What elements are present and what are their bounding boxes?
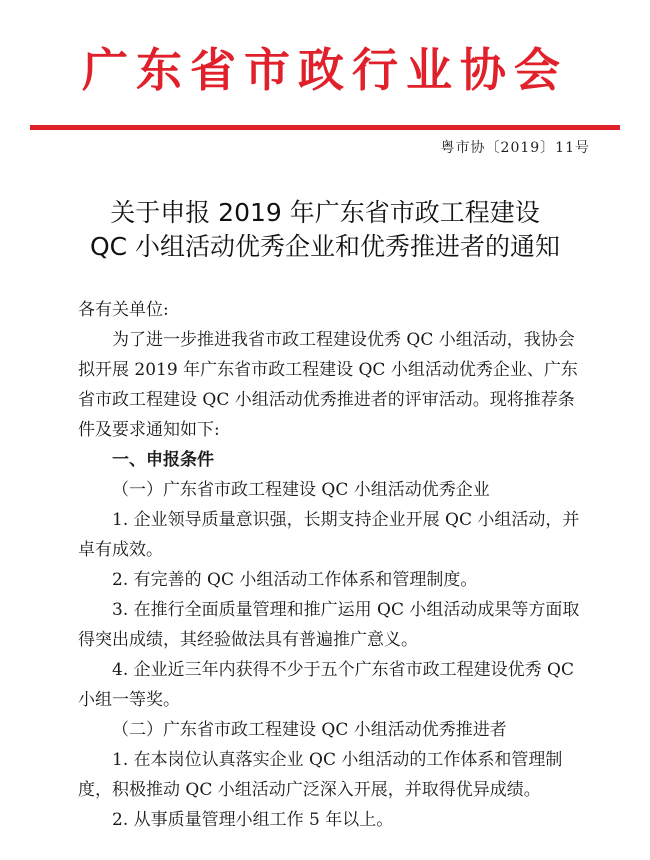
subsection-heading-2: （二）广东省市政工程建设 QC 小组活动优秀推进者 [112,720,507,740]
criteria-item: 1. 企业领导质量意识强，长期支持企业开展 QC 小组活动，并卓有成效。 [78,510,580,560]
document-body [78,295,584,835]
criteria-item: 4. 企业近三年内获得不少于五个广东省市政工程建设优秀 QC 小组一等奖。 [78,660,574,710]
subsection-heading-1: （一）广东省市政工程建设 QC 小组活动优秀企业 [112,480,490,500]
intro-paragraph: 为了进一步推进我省市政工程建设优秀 QC 小组活动，我协会拟开展 2019 年广东省市政工程建设 QC 小组活动优秀企业、广东省市政工程建设 QC 小组活动优秀推进者的评审活动。现将推荐条件及要求通知如下: [78,330,578,440]
document-number: 粤市协〔2019〕11号 [440,140,590,156]
criteria-item: 2. 从事质量管理小组工作 5 年以上。 [112,810,394,830]
criteria-item: 2. 有完善的 QC 小组活动工作体系和管理制度。 [112,570,478,590]
organization-name: 广东省市政行业协会 [82,43,568,97]
criteria-item: 1. 在本岗位认真落实企业 QC 小组活动的工作体系和管理制度，积极推动 QC 小组活动广泛深入开展，并取得优异成绩。 [78,750,563,800]
greeting: 各有关单位: [78,300,169,320]
red-header-rule [30,125,620,130]
document-title [0,196,650,264]
title-line-1: 关于申报 2019 年广东省市政工程建设 [110,198,540,227]
title-line-2: QC 小组活动优秀企业和优秀推进者的通知 [89,232,561,261]
criteria-item: 3. 在推行全面质量管理和推广运用 QC 小组活动成果等方面取得突出成绩，其经验做法具有普遍推广意义。 [78,600,580,650]
section-heading: 一、申报条件 [112,450,214,470]
